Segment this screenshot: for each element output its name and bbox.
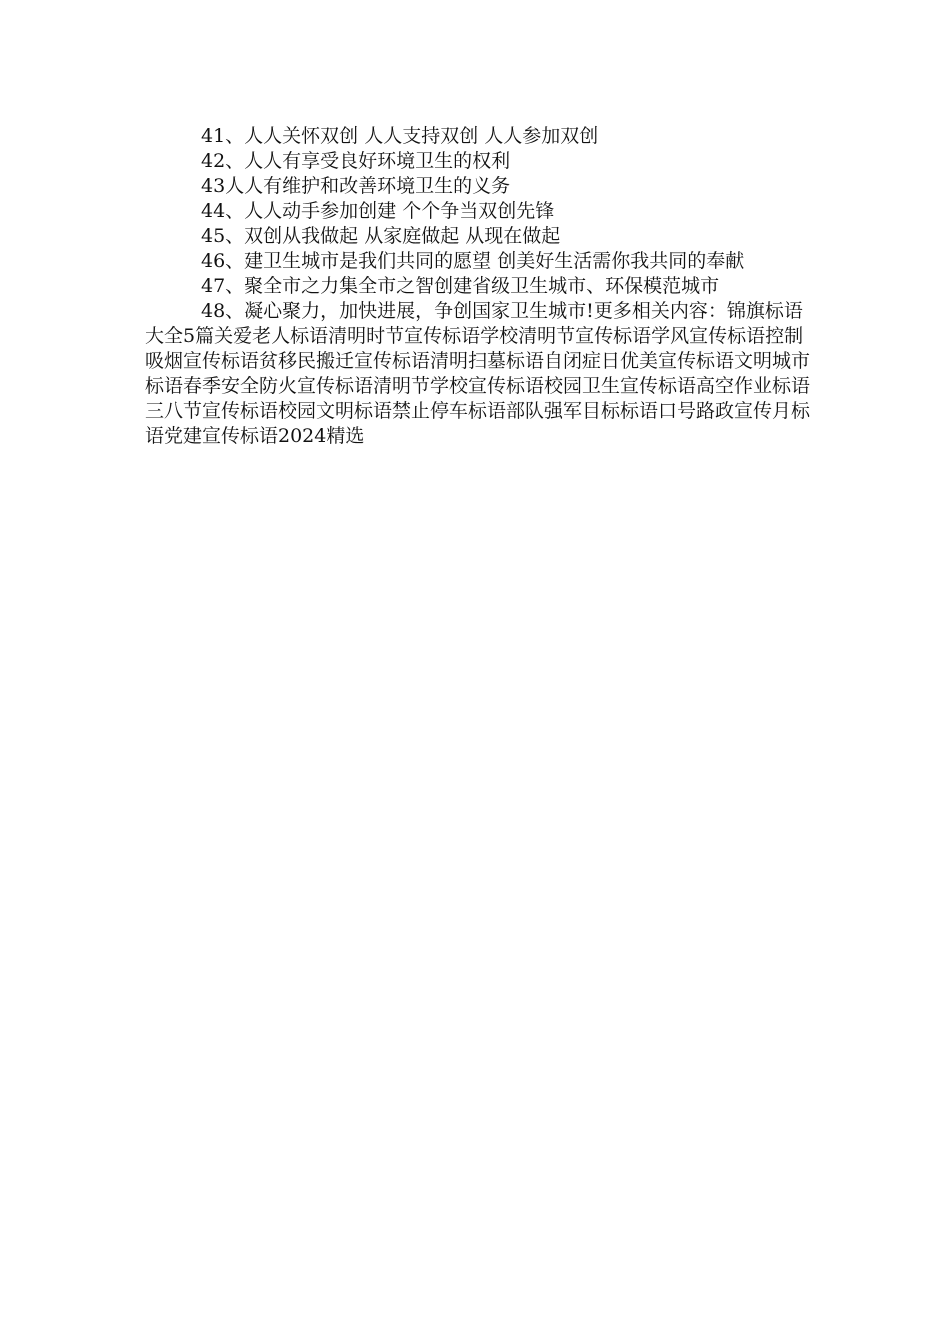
slogan-42: 42、人人有享受良好环境卫生的权利 [201,150,511,172]
slogan-48-related-content: 48、凝心聚力，加快进展，争创国家卫生城市!更多相关内容：锦旗标语大全5篇关爱老人标语清明时节宣传标语学校清明节宣传标语学风宣传标语控制吸烟宣传标语贫移民搬迁宣传标语清明扫墓标语自闭症日优美宣传标语文明城市标语春季安全防火宣传标语清明节学校宣传标语校园卫生宣传标语高空作业标语三八节宣传标语校园文明标语禁止停车标语部队强军目标标语口号路政宣传月标语党建宣传标语2024精选 [145,300,811,447]
slogan-47: 47、聚全市之力集全市之智创建省级卫生城市、环保模范城市 [201,275,720,297]
slogan-43: 43人人有维护和改善环境卫生的义务 [201,175,511,197]
slogan-45: 45、双创从我做起 从家庭做起 从现在做起 [201,225,561,247]
slogan-44: 44、人人动手参加创建 个个争当双创先锋 [201,200,555,222]
slogan-41: 41、人人关怀双创 人人支持双创 人人参加双创 [201,125,599,147]
document-body [145,124,810,449]
slogan-46: 46、建卫生城市是我们共同的愿望 创美好生活需你我共同的奉献 [201,250,745,272]
